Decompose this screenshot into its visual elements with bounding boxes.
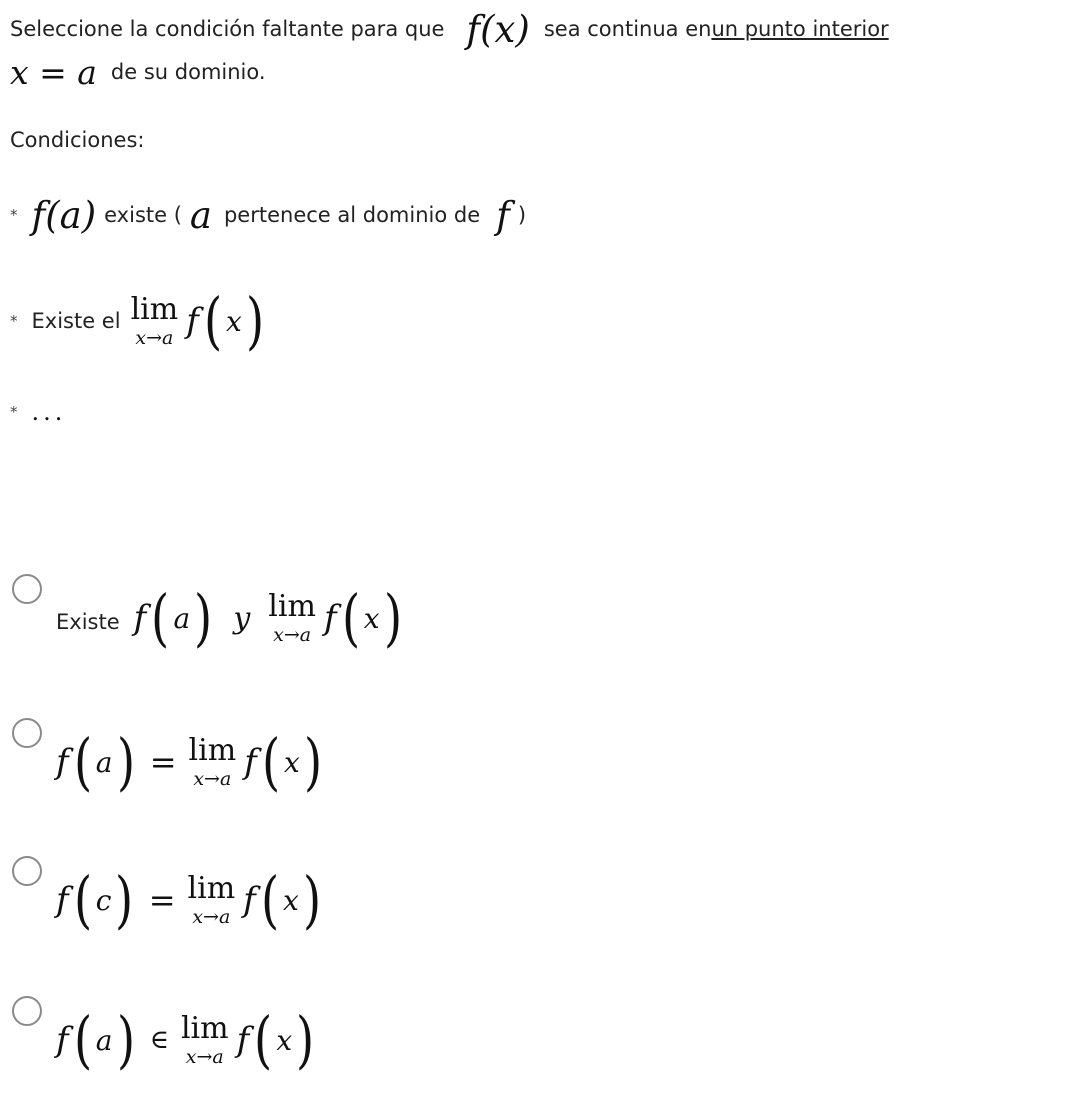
function-name: f — [243, 880, 256, 920]
condition-text: ) — [517, 203, 527, 227]
function-argument: x — [226, 304, 242, 338]
condition-ellipsis: ... — [31, 398, 67, 426]
function-argument: x — [283, 745, 300, 779]
condition-item-1 — [10, 190, 526, 240]
function-argument: x — [282, 883, 299, 917]
limit-word: lim — [268, 588, 316, 624]
function-expression: f ( x ) — [236, 1003, 315, 1076]
bullet-marker: * — [10, 206, 18, 224]
limit-expression — [188, 732, 237, 790]
radio-button[interactable] — [12, 718, 42, 748]
function-name: f — [133, 598, 147, 638]
function-argument: x — [276, 1023, 293, 1057]
bullet-marker: * — [10, 403, 18, 421]
radio-button[interactable] — [12, 574, 42, 604]
limit-expression — [130, 291, 179, 349]
question-math-fx: f(x) — [466, 7, 530, 51]
condition-math-fa: f(a) — [31, 193, 97, 237]
limit-subscript: x→a — [192, 905, 231, 928]
condition-item-2 — [10, 276, 267, 366]
limit-word: lim — [180, 1010, 229, 1046]
option-connector: y — [233, 600, 251, 636]
question-line-2 — [10, 52, 266, 92]
function-expression: f ( a ) — [133, 581, 213, 654]
function-argument: x — [363, 601, 380, 635]
limit-expression — [268, 588, 316, 646]
function-expression: f ( a ) — [56, 725, 135, 798]
function-name: f — [186, 301, 199, 341]
function-expression: f ( x ) — [244, 725, 322, 798]
condition-text: pertenece al dominio de — [223, 203, 481, 227]
condition-text: Existe el — [31, 309, 121, 333]
condition-math-a: a — [189, 193, 212, 237]
answer-option-1[interactable] — [12, 568, 405, 668]
limit-subscript: x→a — [185, 1045, 224, 1068]
question-text-after: de su dominio. — [110, 60, 266, 84]
function-name: f — [56, 742, 69, 782]
function-name: f — [323, 598, 337, 638]
question-text-mid: sea continua en — [543, 17, 712, 41]
condition-item-3 — [10, 392, 66, 432]
relation-symbol: ∈ — [149, 1025, 169, 1055]
question-underlined-text: un punto interior — [711, 17, 889, 41]
function-name: f — [236, 1020, 250, 1060]
relation-symbol: = — [149, 743, 177, 781]
relation-symbol: = — [148, 881, 176, 919]
conditions-heading: Condiciones: — [10, 128, 145, 152]
function-argument: c — [95, 883, 112, 917]
answer-option-4[interactable] — [12, 990, 317, 1090]
function-expression: f ( x ) — [323, 581, 402, 654]
answer-option-2[interactable] — [12, 712, 325, 812]
function-expression: f ( c ) — [56, 863, 134, 936]
limit-subscript: x→a — [193, 767, 232, 790]
limit-word: lim — [188, 732, 237, 768]
answer-option-3[interactable] — [12, 850, 324, 950]
function-argument: a — [95, 745, 113, 779]
question-text-before: Seleccione la condición faltante para que — [10, 17, 445, 41]
function-argument: a — [173, 601, 191, 635]
radio-button[interactable] — [12, 856, 42, 886]
bullet-marker: * — [10, 312, 18, 330]
question-math-eq: x = a — [10, 52, 97, 92]
function-name: f — [56, 1020, 69, 1060]
function-argument: a — [95, 1023, 113, 1057]
limit-expression — [180, 1010, 229, 1068]
radio-button[interactable] — [12, 996, 42, 1026]
function-name: f — [244, 742, 257, 782]
limit-subscript: x→a — [273, 623, 312, 646]
limit-word: lim — [130, 291, 179, 327]
question-line-1 — [10, 6, 889, 52]
function-expression: f ( x ) — [243, 863, 321, 936]
function-name: f — [56, 880, 69, 920]
function-expression: f ( x ) — [186, 284, 264, 357]
function-expression: f ( a ) — [56, 1003, 135, 1076]
limit-subscript: x→a — [135, 326, 174, 349]
limit-expression — [187, 870, 236, 928]
limit-word: lim — [187, 870, 236, 906]
condition-text: existe ( — [104, 203, 182, 227]
condition-math-f: f — [496, 193, 510, 237]
option-label: Existe — [56, 610, 120, 634]
